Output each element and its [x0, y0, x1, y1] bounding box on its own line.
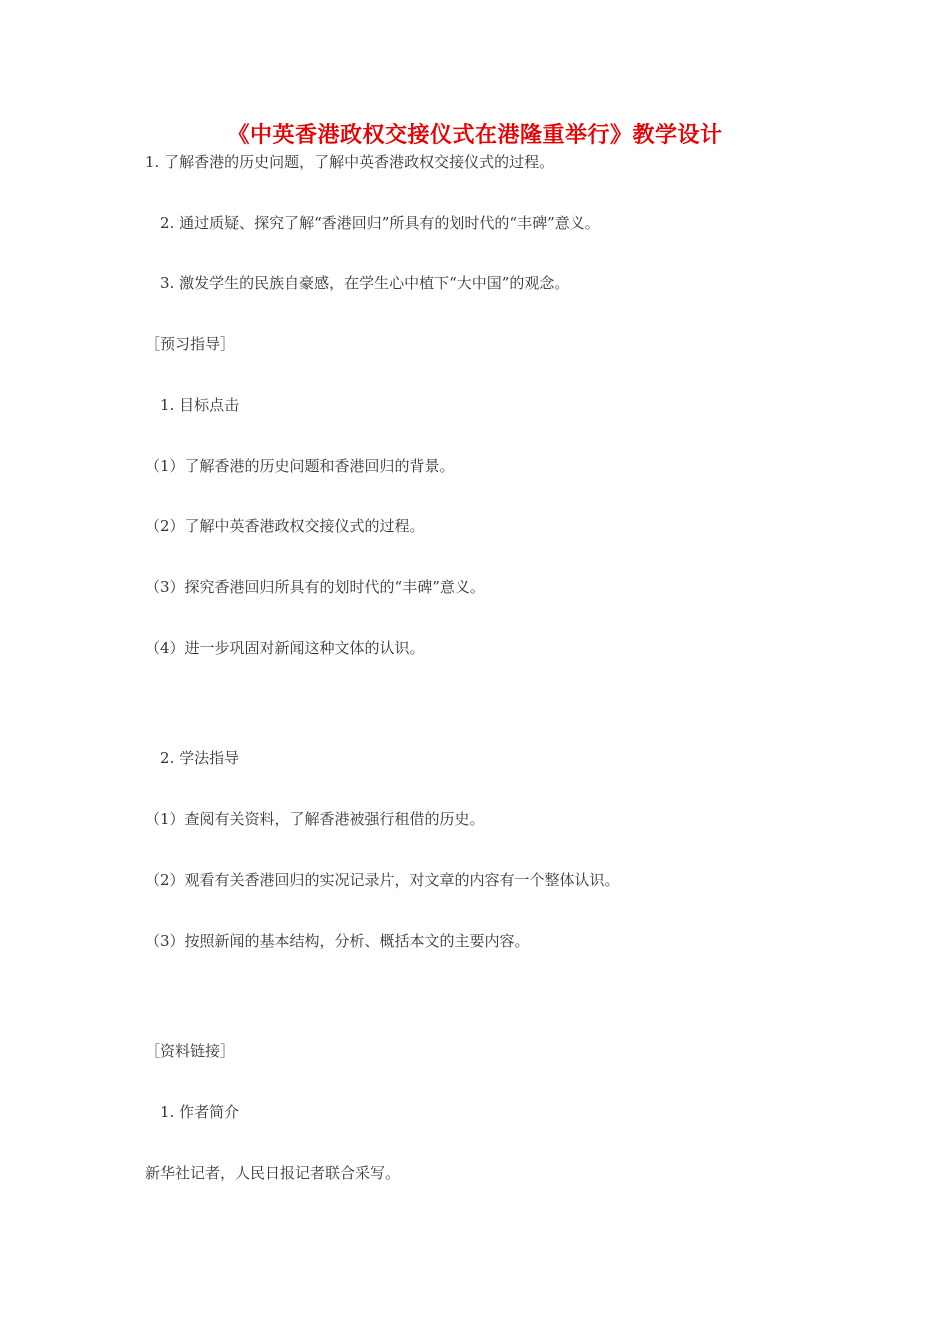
section-heading-resources: ［资料链接］ [145, 1042, 236, 1060]
objective-3: 3. 激发学生的民族自豪感，在学生心中植下“大中国”的观念。 [160, 274, 570, 292]
document-title: 《中英香港政权交接仪式在港隆重举行》教学设计 [227, 122, 723, 148]
subheading-goals: 1. 目标点击 [160, 396, 240, 414]
subheading-author: 1. 作者简介 [160, 1103, 240, 1121]
goal-item-3: （3）探究香港回归所具有的划时代的“丰碑”意义。 [145, 578, 485, 596]
section-heading-preview: ［预习指导］ [145, 335, 236, 353]
goal-item-1: （1）了解香港的历史问题和香港回归的背景。 [145, 457, 455, 475]
goal-item-2: （2）了解中英香港政权交接仪式的过程。 [145, 517, 425, 535]
goal-item-4: （4）进一步巩固对新闻这种文体的认识。 [145, 639, 425, 657]
objective-2: 2. 通过质疑、探究了解“香港回归”所具有的划时代的“丰碑”意义。 [160, 214, 600, 232]
method-item-3: （3）按照新闻的基本结构，分析、概括本文的主要内容。 [145, 932, 530, 950]
method-item-2: （2）观看有关香港回归的实况记录片，对文章的内容有一个整体认识。 [145, 871, 620, 889]
author-text: 新华社记者，人民日报记者联合采写。 [145, 1164, 401, 1182]
objective-1: 1. 了解香港的历史问题，了解中英香港政权交接仪式的过程。 [145, 153, 555, 171]
subheading-methods: 2. 学法指导 [160, 749, 240, 767]
method-item-1: （1）查阅有关资料，了解香港被强行租借的历史。 [145, 810, 485, 828]
